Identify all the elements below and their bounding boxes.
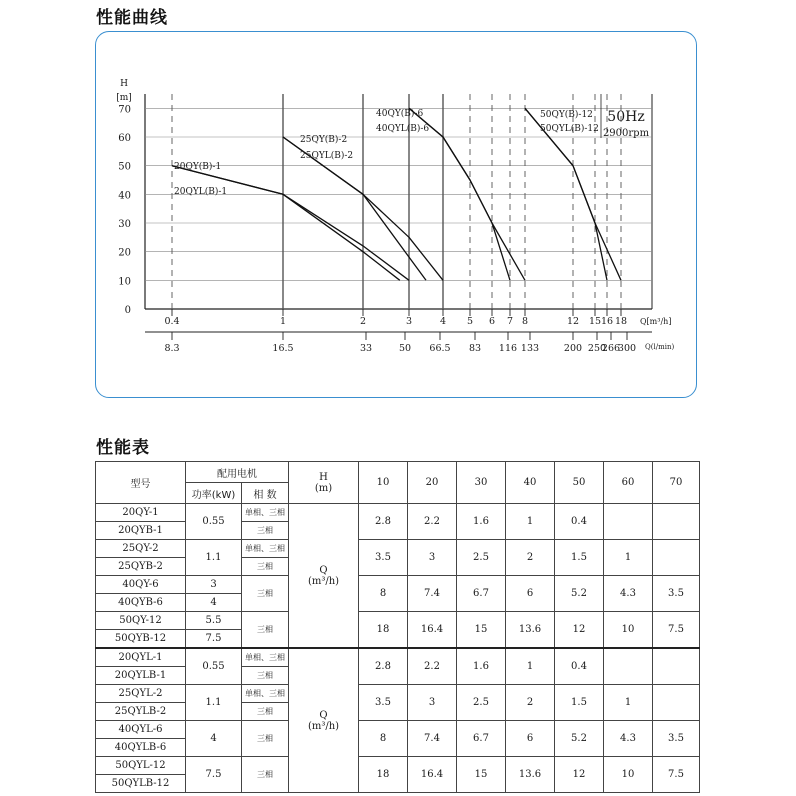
flow-cell bbox=[653, 648, 700, 685]
flow-cell bbox=[653, 504, 700, 540]
x-tick-label: 1 bbox=[279, 316, 287, 327]
flow-cell: 10 bbox=[604, 757, 653, 793]
x-tick-label: 8 bbox=[521, 316, 529, 327]
flow-cell: 1.6 bbox=[457, 648, 506, 685]
power-cell: 0.55 bbox=[186, 504, 242, 540]
table-section-title: 性能表 bbox=[96, 438, 150, 458]
flow-cell: 1.5 bbox=[555, 540, 604, 576]
flow-cell: 13.6 bbox=[506, 612, 555, 649]
flow-cell: 8 bbox=[359, 576, 408, 612]
curve-label: 20QYL(B)-1 bbox=[174, 187, 228, 197]
power-cell: 4 bbox=[186, 721, 242, 757]
curve-label: 20QY(B)-1 bbox=[174, 162, 222, 172]
lmin-tick-label: 116 bbox=[498, 343, 518, 354]
power-cell: 7.5 bbox=[186, 757, 242, 793]
q-symbol: Q bbox=[319, 564, 328, 576]
phase-cell: 单相、三相 bbox=[242, 504, 289, 522]
curve-label: 40QY(B)-6 bbox=[376, 109, 424, 119]
flow-cell bbox=[604, 648, 653, 685]
flow-cell: 1 bbox=[604, 685, 653, 721]
power-cell: 4 bbox=[186, 594, 242, 612]
curve-label: 50QYL(B)-12 bbox=[540, 124, 599, 134]
power-cell: 1.1 bbox=[186, 685, 242, 721]
flow-cell: 3.5 bbox=[653, 721, 700, 757]
flow-cell: 3 bbox=[408, 540, 457, 576]
y-tick-label: 20 bbox=[118, 247, 131, 259]
flow-cell: 10 bbox=[604, 612, 653, 649]
power-cell: 3 bbox=[186, 576, 242, 594]
flow-cell: 15 bbox=[457, 757, 506, 793]
q-unit-cell bbox=[289, 504, 359, 649]
flow-cell: 3.5 bbox=[653, 576, 700, 612]
header-h-10: 10 bbox=[359, 462, 408, 504]
flow-cell: 2 bbox=[506, 540, 555, 576]
x-tick-label: 3 bbox=[405, 316, 413, 327]
header-power: 功率(kW) bbox=[186, 483, 242, 504]
model-cell: 40QYB-6 bbox=[96, 594, 186, 612]
flow-cell: 7.4 bbox=[408, 721, 457, 757]
lmin-tick-label: 50 bbox=[398, 343, 412, 354]
x-tick-label: 5 bbox=[466, 316, 474, 327]
header-h-20: 20 bbox=[408, 462, 457, 504]
header-h-70: 70 bbox=[653, 462, 700, 504]
flow-cell bbox=[604, 504, 653, 540]
model-cell: 40QYL-6 bbox=[96, 721, 186, 739]
phase-cell: 三相 bbox=[242, 522, 289, 540]
flow-cell: 1 bbox=[604, 540, 653, 576]
model-cell: 50QYL-12 bbox=[96, 757, 186, 775]
flow-cell: 4.3 bbox=[604, 576, 653, 612]
model-cell: 20QY-1 bbox=[96, 504, 186, 522]
phase-cell: 三相 bbox=[242, 703, 289, 721]
flow-cell: 6.7 bbox=[457, 721, 506, 757]
header-head bbox=[289, 462, 359, 504]
lmin-tick-label: 33 bbox=[359, 343, 373, 354]
x-tick-label: 2 bbox=[359, 316, 367, 327]
flow-cell: 4.3 bbox=[604, 721, 653, 757]
header-h-60: 60 bbox=[604, 462, 653, 504]
phase-cell: 三相 bbox=[242, 667, 289, 685]
power-cell: 7.5 bbox=[186, 630, 242, 649]
phase-cell: 单相、三相 bbox=[242, 648, 289, 667]
x-tick-label: 16 bbox=[600, 316, 614, 327]
flow-cell: 2 bbox=[506, 685, 555, 721]
flow-cell: 18 bbox=[359, 757, 408, 793]
flow-cell: 0.4 bbox=[555, 648, 604, 685]
flow-cell: 7.5 bbox=[653, 757, 700, 793]
header-h-40: 40 bbox=[506, 462, 555, 504]
power-cell: 1.1 bbox=[186, 540, 242, 576]
flow-cell: 2.2 bbox=[408, 648, 457, 685]
y-tick-label: 10 bbox=[118, 276, 131, 288]
x-axis-label: Q[m³/h] bbox=[640, 317, 672, 326]
flow-cell: 2.5 bbox=[457, 540, 506, 576]
model-cell: 25QY-2 bbox=[96, 540, 186, 558]
lmin-axis-label: Q(l/min) bbox=[645, 343, 675, 351]
y-tick-label: 70 bbox=[118, 104, 131, 116]
flow-cell: 3.5 bbox=[359, 685, 408, 721]
lmin-tick-label: 266 bbox=[601, 343, 621, 354]
lmin-tick-label: 16.5 bbox=[272, 343, 294, 354]
model-cell: 50QYB-12 bbox=[96, 630, 186, 649]
phase-cell: 三相 bbox=[242, 757, 289, 793]
lmin-tick-label: 83 bbox=[468, 343, 482, 354]
phase-cell: 三相 bbox=[242, 576, 289, 612]
phase-cell: 单相、三相 bbox=[242, 685, 289, 703]
q-symbol: Q bbox=[319, 709, 328, 721]
model-cell: 20QYB-1 bbox=[96, 522, 186, 540]
frequency-label: 50Hz bbox=[607, 109, 645, 125]
flow-cell: 0.4 bbox=[555, 504, 604, 540]
x-tick-label: 18 bbox=[614, 316, 628, 327]
model-cell: 40QYLB-6 bbox=[96, 739, 186, 757]
curve-section-title: 性能曲线 bbox=[96, 8, 168, 28]
power-cell: 5.5 bbox=[186, 612, 242, 630]
y-axis-unit: [m] bbox=[116, 93, 132, 103]
flow-cell: 3.5 bbox=[359, 540, 408, 576]
header-phase: 相 数 bbox=[242, 483, 289, 504]
speed-label: 2900rpm bbox=[602, 128, 650, 139]
x-tick-label: 7 bbox=[506, 316, 514, 327]
y-tick-label: 30 bbox=[118, 219, 131, 230]
y-tick-label: 60 bbox=[118, 133, 131, 144]
header-h-50: 50 bbox=[555, 462, 604, 504]
x-tick-label: 4 bbox=[439, 316, 447, 327]
flow-cell: 5.2 bbox=[555, 721, 604, 757]
flow-cell: 12 bbox=[555, 612, 604, 649]
curve-label: 25QYL(B)-2 bbox=[300, 151, 354, 161]
flow-cell: 15 bbox=[457, 612, 506, 649]
model-cell: 50QYLB-12 bbox=[96, 775, 186, 793]
q-unit: (m³/h) bbox=[307, 575, 340, 587]
curve-label: 40QYL(B)-6 bbox=[376, 124, 430, 134]
flow-cell: 6 bbox=[506, 576, 555, 612]
lmin-tick-label: 133 bbox=[520, 343, 540, 354]
lmin-tick-label: 300 bbox=[617, 343, 637, 354]
flow-cell: 12 bbox=[555, 757, 604, 793]
curve-label: 25QY(B)-2 bbox=[300, 135, 348, 145]
lmin-tick-label: 8.3 bbox=[164, 343, 180, 354]
model-cell: 40QY-6 bbox=[96, 576, 186, 594]
header-head-unit: (m) bbox=[314, 482, 333, 494]
model-cell: 25QYB-2 bbox=[96, 558, 186, 576]
performance-table bbox=[95, 461, 700, 793]
flow-cell: 2.8 bbox=[359, 504, 408, 540]
flow-cell: 16.4 bbox=[408, 757, 457, 793]
header-head-symbol: H bbox=[319, 471, 328, 483]
x-tick-label: 0.4 bbox=[164, 316, 180, 327]
flow-cell: 1 bbox=[506, 648, 555, 685]
flow-cell: 18 bbox=[359, 612, 408, 649]
x-tick-label: 12 bbox=[566, 316, 580, 327]
flow-cell: 7.4 bbox=[408, 576, 457, 612]
header-motor: 配用电机 bbox=[186, 462, 289, 483]
flow-cell: 5.2 bbox=[555, 576, 604, 612]
y-tick-label: 50 bbox=[118, 161, 131, 173]
flow-cell: 16.4 bbox=[408, 612, 457, 649]
flow-cell: 7.5 bbox=[653, 612, 700, 649]
flow-cell: 8 bbox=[359, 721, 408, 757]
flow-cell: 2.8 bbox=[359, 648, 408, 685]
flow-cell: 2.5 bbox=[457, 685, 506, 721]
curve-label: 50QY(B)-12 bbox=[540, 110, 593, 120]
x-tick-label: 15 bbox=[588, 316, 602, 327]
flow-cell bbox=[653, 685, 700, 721]
model-cell: 50QY-12 bbox=[96, 612, 186, 630]
x-tick-label: 6 bbox=[488, 316, 496, 327]
lmin-tick-label: 200 bbox=[563, 343, 583, 354]
flow-cell: 13.6 bbox=[506, 757, 555, 793]
lmin-tick-label: 66.5 bbox=[429, 343, 451, 354]
lmin-tick-label: 250 bbox=[587, 343, 607, 354]
phase-cell: 单相、三相 bbox=[242, 540, 289, 558]
flow-cell: 1.6 bbox=[457, 504, 506, 540]
flow-cell: 1.5 bbox=[555, 685, 604, 721]
header-model: 型号 bbox=[96, 462, 186, 504]
q-unit: (m³/h) bbox=[307, 720, 340, 732]
flow-cell bbox=[653, 540, 700, 576]
flow-cell: 3 bbox=[408, 685, 457, 721]
model-cell: 25QYL-2 bbox=[96, 685, 186, 703]
y-axis-label: H bbox=[120, 79, 128, 89]
y-tick-label: 0 bbox=[124, 305, 131, 316]
flow-cell: 6.7 bbox=[457, 576, 506, 612]
flow-cell: 6 bbox=[506, 721, 555, 757]
model-cell: 20QYL-1 bbox=[96, 648, 186, 667]
phase-cell: 三相 bbox=[242, 721, 289, 757]
flow-cell: 2.2 bbox=[408, 504, 457, 540]
phase-cell: 三相 bbox=[242, 558, 289, 576]
q-unit-cell bbox=[289, 648, 359, 793]
header-h-30: 30 bbox=[457, 462, 506, 504]
model-cell: 25QYLB-2 bbox=[96, 703, 186, 721]
power-cell: 0.55 bbox=[186, 648, 242, 685]
phase-cell: 三相 bbox=[242, 612, 289, 649]
flow-cell: 1 bbox=[506, 504, 555, 540]
y-tick-label: 40 bbox=[118, 190, 131, 202]
model-cell: 20QYLB-1 bbox=[96, 667, 186, 685]
